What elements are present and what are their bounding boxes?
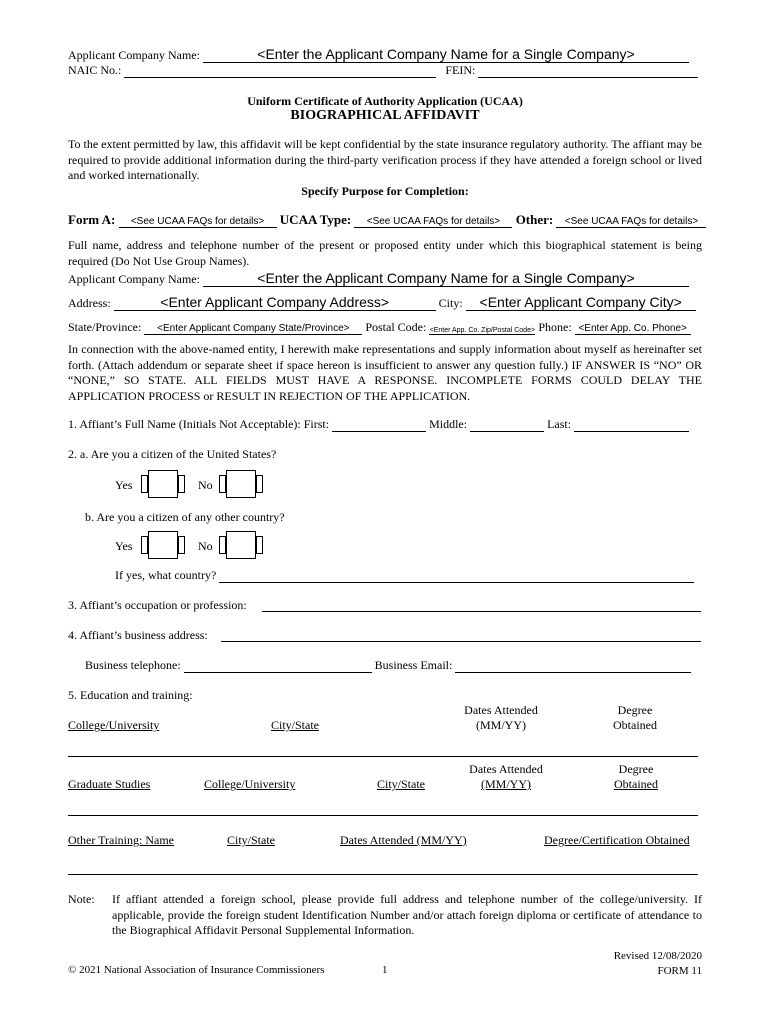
- q2b-yes-checkbox[interactable]: [148, 531, 178, 559]
- last-name-field[interactable]: [574, 418, 689, 432]
- obtained-label: Obtained: [613, 718, 657, 732]
- state-label: State/Province:: [68, 320, 142, 334]
- q2a-no-checkbox[interactable]: [226, 470, 256, 498]
- other-field[interactable]: <See UCAA FAQs for details>: [556, 216, 706, 228]
- footer-revised: Revised 12/08/2020: [613, 950, 702, 962]
- city-field[interactable]: <Enter Applicant Company City>: [466, 294, 696, 311]
- footer-page-number: 1: [382, 964, 388, 976]
- ucaa-type-field[interactable]: <See UCAA FAQs for details>: [354, 216, 512, 228]
- other-dates-header: Dates Attended (MM/YY): [340, 833, 467, 847]
- grad-college-header: College/University: [204, 777, 296, 791]
- naic-field[interactable]: [124, 64, 436, 78]
- occupation-field[interactable]: [262, 611, 701, 612]
- mmyy-label: (MM/YY): [476, 718, 526, 732]
- intro-paragraph: To the extent permitted by law, this affidavit will be kept confidential by the state insurance regulatory authority. The affiant may be required to provide additional information during the third-party verification process if they have attended a foreign school or lived and worked internationally.: [68, 137, 702, 182]
- ucaa-type-label: UCAA Type:: [279, 212, 352, 227]
- entity-company-row: [68, 270, 689, 287]
- q2b-label: b. Are you a citizen of any other country?: [85, 510, 285, 524]
- state-field[interactable]: <Enter Applicant Company State/Province>: [144, 323, 362, 335]
- degree-label: Degree: [617, 703, 653, 717]
- business-telephone-field[interactable]: [184, 659, 372, 673]
- form-a-field[interactable]: <See UCAA FAQs for details>: [119, 216, 277, 228]
- naic-label: NAIC No.:: [68, 63, 122, 77]
- postal-label: Postal Code:: [365, 320, 427, 334]
- entity-instruction: Full name, address and telephone number of the present or proposed entity under which this biographical statement is being required (Do Not Use Group Names).: [68, 238, 702, 268]
- fein-label: FEIN:: [445, 63, 476, 77]
- q2b-no-checkbox[interactable]: [226, 531, 256, 559]
- if-yes-label: If yes, what country?: [115, 568, 217, 582]
- q5-label: 5. Education and training:: [68, 688, 193, 702]
- phone-field[interactable]: <Enter App. Co. Phone>: [575, 323, 691, 335]
- purpose-heading: Specify Purpose for Completion:: [301, 184, 469, 198]
- middle-label: Middle:: [429, 417, 468, 431]
- form-a-label: Form A:: [68, 212, 116, 227]
- city-label: City:: [438, 296, 463, 310]
- q3-label: 3. Affiant’s occupation or profession:: [68, 598, 247, 612]
- grad-mmyy-label: (MM/YY): [481, 777, 531, 791]
- business-email-label: Business Email:: [374, 658, 453, 672]
- q2a-label: 2. a. Are you a citizen of the United States?: [68, 447, 277, 461]
- grad-degree-header: [591, 762, 681, 792]
- entity-address-row: [68, 294, 696, 311]
- last-label: Last:: [547, 417, 572, 431]
- grad-obtained-label: Obtained: [614, 777, 658, 791]
- college-degree-header: [590, 703, 680, 733]
- business-address-field[interactable]: [221, 641, 701, 642]
- q2-country-row: [115, 568, 694, 583]
- form-title: Uniform Certificate of Authority Application (UCAA): [247, 94, 523, 108]
- entity-company-field[interactable]: <Enter the Applicant Company Name for a Single Company>: [203, 270, 689, 287]
- college-dates-header: [441, 703, 561, 733]
- q2a-no-label: No: [198, 478, 213, 492]
- representation-paragraph: In connection with the above-named entity, I herewith make representations and supply information about myself as hereinafter set forth. (Attach addendum or separate sheet if space hereon is insufficient to answer any question fully.) IF ANSWER IS “NO” OR “NONE,” SO STATE. ALL FIELDS MUST HAVE A RESPONSE. INCOMPLETE FORMS COULD DELAY THE APPLICATION PROCESS or RESULT IN REJECTION OF THE APPLICATION.: [68, 342, 702, 403]
- address-label: Address:: [68, 296, 111, 310]
- other-city-state-header: City/State: [227, 833, 275, 847]
- q1-row: [68, 417, 689, 432]
- header-company-field[interactable]: <Enter the Applicant Company Name for a Single Company>: [203, 46, 689, 63]
- q2a-yes-label: Yes: [115, 478, 133, 492]
- college-entry-line[interactable]: [68, 756, 698, 757]
- note-text: If affiant attended a foreign school, please provide full address and telephone number of the college/university. If applicable, provide the foreign student Identification Number and/or attach foreign diploma or certificate of attendance to the Biographical Affidavit Personal Supplemental Information.: [112, 892, 702, 937]
- college-header: College/University: [68, 718, 160, 732]
- header-company-label: Applicant Company Name:: [68, 48, 200, 62]
- header-naic-row: [68, 63, 698, 78]
- note-label: Note:: [68, 892, 95, 906]
- grad-dates-header: [446, 762, 566, 792]
- phone-label: Phone:: [538, 320, 572, 334]
- grad-entry-line[interactable]: [68, 815, 698, 816]
- college-city-state-header: City/State: [271, 718, 319, 732]
- footer-form-number: FORM 11: [657, 965, 702, 977]
- q2a-yes-checkbox[interactable]: [148, 470, 178, 498]
- entity-company-label: Applicant Company Name:: [68, 272, 200, 286]
- graduate-studies-header: Graduate Studies: [68, 777, 151, 791]
- first-name-field[interactable]: [332, 418, 426, 432]
- fein-field[interactable]: [478, 64, 698, 78]
- footer-copyright: © 2021 National Association of Insurance Commissioners: [68, 964, 325, 976]
- grad-degree-label: Degree: [618, 762, 654, 776]
- q2b-yes-label: Yes: [115, 539, 133, 553]
- q1-label: 1. Affiant’s Full Name (Initials Not Acceptable): First:: [68, 417, 330, 431]
- postal-field[interactable]: <Enter App. Co. Zip/Postal Code>: [429, 327, 536, 334]
- grad-city-state-header: City/State: [377, 777, 425, 791]
- other-degree-header: Degree/Certification Obtained: [544, 833, 690, 847]
- other-training-entry-line[interactable]: [68, 874, 698, 875]
- q2b-no-label: No: [198, 539, 213, 553]
- grad-dates-attended-label: Dates Attended: [469, 762, 543, 776]
- q4-contact-row: [85, 658, 691, 673]
- other-training-header: Other Training: Name: [68, 833, 174, 847]
- header-company-row: [68, 46, 689, 63]
- other-country-field[interactable]: [219, 569, 694, 583]
- business-email-field[interactable]: [455, 659, 691, 673]
- q4-label: 4. Affiant’s business address:: [68, 628, 208, 642]
- business-telephone-label: Business telephone:: [85, 658, 181, 672]
- entity-state-row: [68, 320, 691, 335]
- address-field[interactable]: <Enter Applicant Company Address>: [114, 294, 436, 311]
- other-label: Other:: [515, 212, 554, 227]
- form-subtitle: BIOGRAPHICAL AFFIDAVIT: [290, 108, 480, 123]
- purpose-row: [68, 212, 706, 228]
- middle-name-field[interactable]: [470, 418, 544, 432]
- dates-attended-label: Dates Attended: [464, 703, 538, 717]
